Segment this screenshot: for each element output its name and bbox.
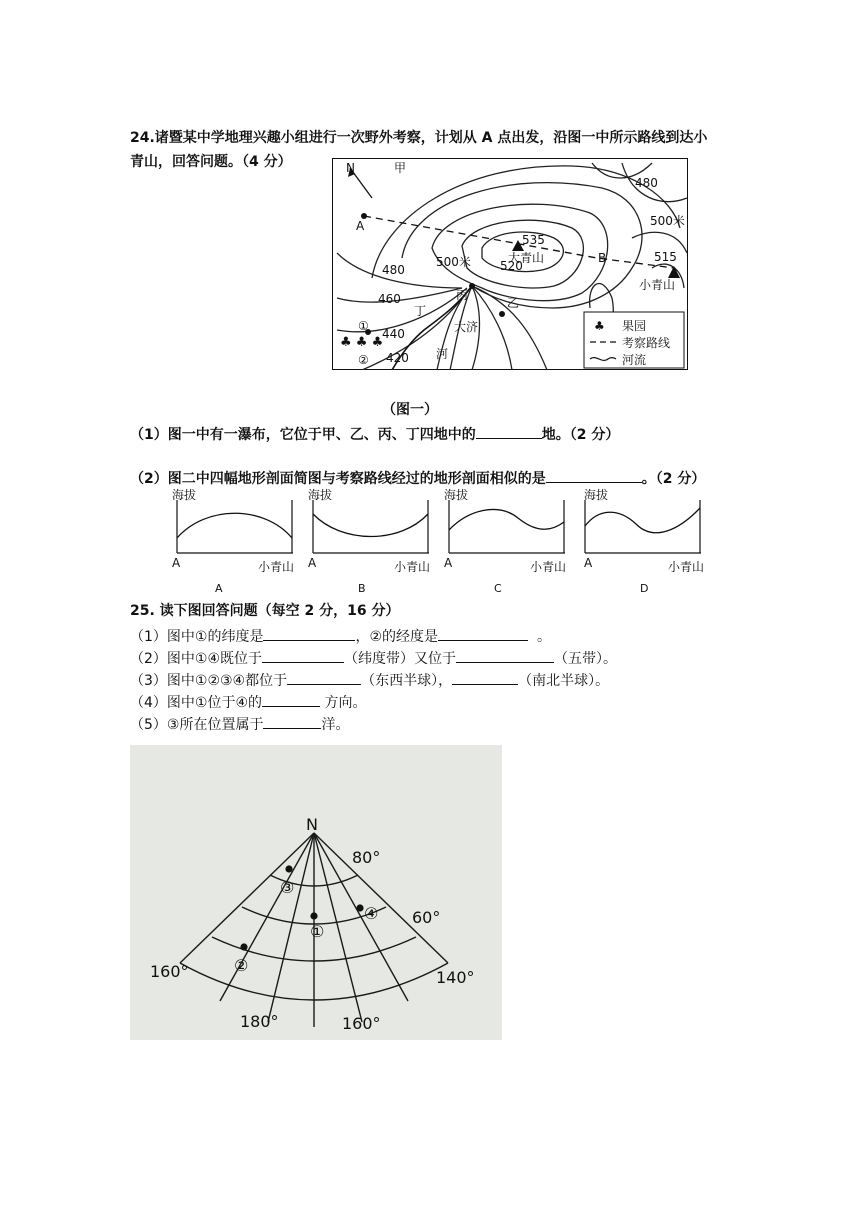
q25-blank-1[interactable] bbox=[263, 626, 355, 641]
q24-intro-line1: 24.诸暨某中学地理兴趣小组进行一次野外考察，计划从 A 点出发，沿图一中所示路线到达小 bbox=[130, 130, 708, 146]
q25-line1-c: 。 bbox=[536, 629, 551, 645]
figure1-caption: （图一） bbox=[382, 402, 438, 418]
q25-line1-a: （1）图中①的纬度是 bbox=[130, 629, 264, 645]
q25-line2-a: （2）图中①④既位于 bbox=[130, 651, 263, 667]
map-contour-440: 440 bbox=[382, 327, 405, 341]
profile-d-curve bbox=[585, 508, 700, 533]
legend-river-label: 河流 bbox=[622, 353, 647, 367]
profile-c-ylabel: 海拔 bbox=[444, 488, 469, 502]
profile-c-curve bbox=[449, 509, 564, 530]
profile-b-letter: B bbox=[358, 582, 366, 595]
profile-d-ylabel: 海拔 bbox=[584, 488, 609, 502]
map-contour-500m2: 500米 bbox=[650, 214, 685, 228]
map-contour-535: 535 bbox=[522, 233, 545, 247]
map-north-label: N bbox=[346, 161, 355, 175]
map-label-c2: ② bbox=[358, 353, 369, 367]
q25-blank-3[interactable] bbox=[262, 648, 344, 663]
map-label-b: B bbox=[598, 251, 607, 265]
orchard-icon: ♣ ♣ ♣ bbox=[340, 335, 384, 350]
legend-route-label: 考察路线 bbox=[622, 336, 671, 350]
q25-blank-8[interactable] bbox=[263, 714, 321, 729]
grid-label-2: ② bbox=[234, 956, 249, 975]
profile-d-plot bbox=[584, 500, 702, 554]
q24-sub1-answer-blank[interactable] bbox=[476, 424, 542, 439]
map-label-bing: 丙 bbox=[456, 288, 469, 302]
q24-sub2-tail: 。（2 分） bbox=[641, 471, 706, 487]
q25-line1-b: ，②的经度是 bbox=[355, 629, 439, 645]
q24-sub2-answer-blank[interactable] bbox=[546, 468, 642, 483]
profile-a-end: 小青山 bbox=[258, 560, 295, 574]
legend-orchard-icon: ♣ bbox=[594, 319, 605, 333]
grid-lon180: 180° bbox=[240, 1012, 279, 1031]
q25-blank-6[interactable] bbox=[452, 670, 518, 685]
q25-blank-2[interactable] bbox=[438, 626, 528, 641]
profile-d-start: A bbox=[584, 556, 593, 570]
profile-b-ylabel: 海拔 bbox=[308, 488, 333, 502]
grid-label-4: ④ bbox=[364, 904, 379, 923]
grid-label-3: ③ bbox=[280, 878, 295, 897]
profile-b-plot bbox=[312, 500, 430, 554]
profile-b-curve bbox=[313, 514, 428, 537]
q24-sub1 bbox=[130, 424, 619, 445]
grid-lat80: 80° bbox=[352, 848, 381, 867]
map-label-ding: 丁 bbox=[414, 304, 427, 318]
grid-lon160-left: 160° bbox=[150, 962, 189, 981]
q25-line2-b: （纬度带）又位于 bbox=[344, 651, 457, 667]
grid-lat60: 60° bbox=[412, 908, 441, 927]
q25-blank-5[interactable] bbox=[287, 670, 361, 685]
grid-point-3-dot bbox=[285, 865, 292, 872]
map-label-daji-1: 大济 bbox=[454, 320, 479, 334]
q25-line3-c: （南北半球）。 bbox=[518, 673, 610, 689]
polar-grid-photo bbox=[130, 745, 502, 1040]
map-label-daqingshan: 大青山 bbox=[508, 251, 545, 265]
q25-line3 bbox=[130, 670, 609, 691]
profile-c-letter: C bbox=[494, 582, 502, 595]
map-label-jia: 甲 bbox=[394, 161, 407, 175]
map-label-xiaoqingshan: 小青山 bbox=[639, 278, 676, 292]
q24-sub2-text: （2）图二中四幅地形剖面简图与考察路线经过的地形剖面相似的是 bbox=[130, 471, 546, 487]
grid-point-1-dot bbox=[310, 912, 317, 919]
q25-line4 bbox=[130, 692, 366, 713]
q25-blank-7[interactable] bbox=[262, 692, 320, 707]
q25-line4-a: （4）图中①位于④的 bbox=[130, 695, 263, 711]
profile-a-start: A bbox=[172, 556, 181, 570]
q25-blank-4[interactable] bbox=[456, 648, 554, 663]
profile-figure bbox=[160, 486, 720, 594]
profile-b-start: A bbox=[308, 556, 317, 570]
profile-c-plot bbox=[448, 500, 566, 554]
q24-sub1-tail: 地。（2 分） bbox=[541, 427, 620, 443]
map-label-c1: ① bbox=[358, 319, 369, 333]
map-contour-520: 520 bbox=[500, 259, 523, 273]
legend-orchard-label: 果园 bbox=[622, 319, 647, 333]
q25-line2-c: （五带）。 bbox=[554, 651, 618, 667]
profile-c-end: 小青山 bbox=[530, 560, 567, 574]
grid-point-4-dot bbox=[356, 904, 363, 911]
grid-lon140: 140° bbox=[436, 968, 475, 987]
grid-lon160-bottom: 160° bbox=[342, 1014, 381, 1033]
profile-d-end: 小青山 bbox=[668, 560, 705, 574]
profile-c bbox=[432, 486, 572, 594]
q25-line5-b: 洋。 bbox=[321, 717, 350, 733]
profile-a-plot bbox=[176, 500, 294, 554]
q25-line3-a: （3）图中①②③④都位于 bbox=[130, 673, 288, 689]
grid-north-label: N bbox=[306, 815, 318, 834]
map-contour-500m: 500米 bbox=[436, 255, 471, 269]
profile-b-end: 小青山 bbox=[394, 560, 431, 574]
profile-d-letter: D bbox=[640, 582, 649, 595]
profile-c-start: A bbox=[444, 556, 453, 570]
profile-a bbox=[160, 486, 300, 594]
profile-d bbox=[568, 486, 718, 594]
grid-label-1: ① bbox=[310, 922, 325, 941]
profile-b bbox=[296, 486, 436, 594]
polar-grid bbox=[130, 745, 502, 1040]
q24-sub1-text: （1）图一中有一瀑布，它位于甲、乙、丙、丁四地中的 bbox=[130, 427, 476, 443]
profile-a-curve bbox=[177, 513, 292, 538]
map-contour-420: 420 bbox=[386, 351, 409, 365]
q25-title: 25. 读下图回答问题（每空 2 分，16 分） bbox=[130, 603, 400, 619]
q24-intro-line2: 青山，回答问题。（4 分） bbox=[130, 154, 292, 170]
map-label-a: A bbox=[356, 219, 365, 233]
map-contour-480b: 480 bbox=[382, 263, 405, 277]
profile-a-ylabel: 海拔 bbox=[172, 488, 197, 502]
map-contour-515: 515 bbox=[654, 250, 677, 264]
map-contour-480a: 480 bbox=[635, 176, 658, 190]
profile-a-letter: A bbox=[215, 582, 223, 595]
q25-line2 bbox=[130, 648, 617, 669]
map-label-he: 河 bbox=[436, 347, 449, 361]
q25-line5 bbox=[130, 714, 349, 735]
q25-line1 bbox=[130, 626, 551, 647]
q25-line5-a: （5）③所在位置属于 bbox=[130, 717, 264, 733]
q25-line3-b: （东西半球）， bbox=[361, 673, 453, 689]
map-contour-460: 460 bbox=[378, 292, 401, 306]
grid-point-2-dot bbox=[240, 943, 247, 950]
contour-map bbox=[332, 158, 688, 370]
point-yi-dot bbox=[499, 311, 505, 317]
q25-line4-b: 方向。 bbox=[324, 695, 367, 711]
map-label-yi: 乙 bbox=[507, 296, 520, 310]
point-bing-dot bbox=[469, 283, 475, 289]
